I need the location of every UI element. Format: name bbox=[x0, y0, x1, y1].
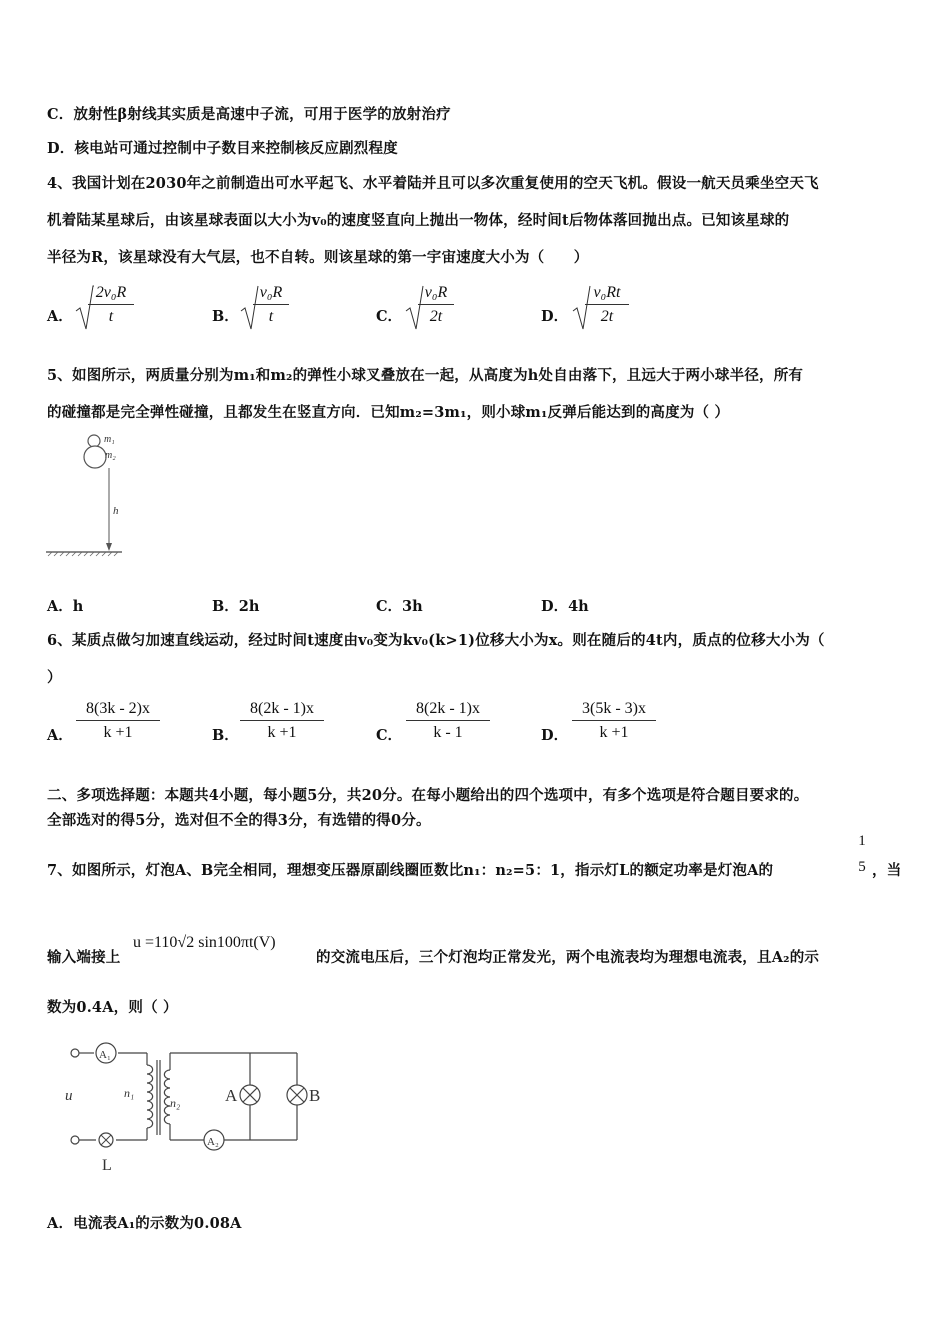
q7-transformer-circuit bbox=[62, 1040, 352, 1175]
q5-falling-balls-figure bbox=[46, 430, 136, 560]
label-lamp-b: B bbox=[309, 1086, 321, 1105]
label-h: h bbox=[113, 505, 119, 517]
q6-fraction-d bbox=[572, 700, 656, 742]
label-n2: n₂ bbox=[170, 1096, 181, 1110]
fraction-denominator: t bbox=[108, 308, 114, 325]
label-n1: n₁ bbox=[124, 1086, 135, 1100]
q4-option-label: C． bbox=[376, 308, 403, 325]
q4-option-label: D． bbox=[541, 308, 569, 325]
q7-fraction-one-fifth bbox=[852, 833, 872, 876]
fraction-numerator: 1 bbox=[858, 833, 866, 849]
option-d-line: D．核电站可通过控制中子数目来控制核反应剧烈程度 bbox=[47, 140, 398, 157]
q6-fraction-c bbox=[406, 700, 490, 742]
svg-text:A₁: A₁ bbox=[99, 1049, 111, 1061]
q4-fraction-d bbox=[585, 284, 629, 326]
fraction-denominator: k +1 bbox=[267, 724, 297, 741]
fraction-denominator: 2t bbox=[600, 308, 614, 325]
label-m2: m₂ bbox=[105, 450, 116, 461]
fraction-denominator: t bbox=[268, 308, 274, 325]
question-4-line-3: 半径为R，该星球没有大气层，也不自转。则该星球的第一宇宙速度大小为（ ） bbox=[47, 249, 589, 266]
fraction-numerator: 8(3k - 2)x bbox=[76, 700, 160, 721]
q5-option-a: A．h bbox=[47, 598, 84, 615]
section-2-header-line-1: 二、多项选择题：本题共4小题，每小题5分，共20分。在每小题给出的四个选项中，有多个选项是符合题目要求的。 bbox=[47, 787, 809, 804]
q4-option-label: A． bbox=[47, 308, 73, 325]
q6-option-label: A． bbox=[47, 727, 73, 744]
label-m1: m₁ bbox=[104, 434, 115, 445]
fraction-denominator: 5 bbox=[858, 859, 866, 875]
section-2-header-line-2: 全部选对的得5分，选对但不全的得3分，有选错的得0分。 bbox=[47, 812, 431, 829]
fraction-numerator: 8(2k - 1)x bbox=[406, 700, 490, 721]
question-4-line-1: 4、我国计划在2030年之前制造出可水平起飞、水平着陆并且可以多次重复使用的空天飞机。假设一航天员乘坐空天飞 bbox=[47, 175, 819, 192]
label-l: L bbox=[102, 1157, 112, 1174]
question-5-line-1: 5、如图所示，两质量分别为m₁和m₂的弹性小球叉叠放在一起，从高度为h处自由落下，且远大于两小球半径，所有 bbox=[47, 367, 804, 384]
question-5-line-2: 的碰撞都是完全弹性碰撞，且都发生在竖直方向．已知m₂=3m₁，则小球m₁反弹后能达到的高度为（ ） bbox=[47, 404, 730, 421]
fraction-numerator: v₀R bbox=[253, 284, 289, 305]
question-7-line-2-pre: 输入端接上 bbox=[47, 949, 121, 966]
fraction-denominator: 2t bbox=[429, 308, 443, 325]
question-4-line-2: 机着陆某星球后，由该星球表面以大小为v₀的速度竖直向上抛出一物体，经时间t后物体落回抛出点。已知该星球的 bbox=[47, 212, 790, 229]
fraction-denominator: k - 1 bbox=[433, 724, 463, 741]
indicator-lamp-l-icon bbox=[99, 1133, 113, 1147]
lamp-b-icon bbox=[287, 1085, 307, 1105]
q7-option-a: A．电流表A₁的示数为0.08A bbox=[47, 1215, 242, 1232]
lamp-a-icon bbox=[240, 1085, 260, 1105]
label-lamp-a: A bbox=[225, 1086, 238, 1105]
q4-fraction-c bbox=[418, 284, 454, 326]
question-7-line-1: 7、如图所示，灯泡A、B完全相同，理想变压器原副线圈匝数比n₁：n₂=5：1，指示灯L的额定功率是灯泡A的 bbox=[47, 862, 774, 879]
q6-option-label: D． bbox=[541, 727, 569, 744]
fraction-numerator: v₀R bbox=[418, 284, 454, 305]
ball-m2 bbox=[84, 446, 106, 468]
question-7-line-3: 数为0.4A，则（ ） bbox=[47, 999, 178, 1016]
q5-option-d: D．4h bbox=[541, 598, 589, 615]
q5-option-b: B．2h bbox=[212, 598, 260, 615]
q6-option-label: C． bbox=[376, 727, 403, 744]
label-u: u bbox=[65, 1088, 73, 1104]
q7-voltage-formula: u =110√2 sin100πt(V) bbox=[133, 934, 276, 951]
question-7-line-1-end: ，当 bbox=[872, 862, 902, 879]
fraction-numerator: 2v₀R bbox=[88, 284, 134, 305]
ball-m1 bbox=[88, 435, 100, 447]
q6-fraction-b bbox=[240, 700, 324, 742]
q6-option-label: B． bbox=[212, 727, 239, 744]
fraction-numerator: v₀Rt bbox=[585, 284, 629, 305]
q4-fraction-a bbox=[88, 284, 134, 326]
fraction-numerator: 8(2k - 1)x bbox=[240, 700, 324, 721]
ammeter-a1-icon bbox=[96, 1043, 116, 1063]
option-c-line: C．放射性β射线其实质是高速中子流，可用于医学的放射治疗 bbox=[47, 106, 451, 123]
q4-fraction-b bbox=[253, 284, 289, 326]
q5-option-c: C．3h bbox=[376, 598, 423, 615]
question-6-line-1: 6、某质点做匀加速直线运动，经过时间t速度由v₀变为kv₀(k>1)位移大小为x。则在随后的4t内，质点的位移大小为（ bbox=[47, 632, 825, 649]
question-7-line-2-post: 的交流电压后，三个灯泡均正常发光，两个电流表均为理想电流表，且A₂的示 bbox=[316, 949, 820, 966]
svg-text:A₂: A₂ bbox=[207, 1136, 219, 1148]
fraction-numerator: 3(5k - 3)x bbox=[572, 700, 656, 721]
fraction-denominator: k +1 bbox=[103, 724, 133, 741]
q6-fraction-a bbox=[76, 700, 160, 742]
question-6-line-2: ） bbox=[47, 669, 62, 686]
fraction-denominator: k +1 bbox=[599, 724, 629, 741]
q4-option-label: B． bbox=[212, 308, 239, 325]
ammeter-a2-icon bbox=[204, 1130, 224, 1150]
